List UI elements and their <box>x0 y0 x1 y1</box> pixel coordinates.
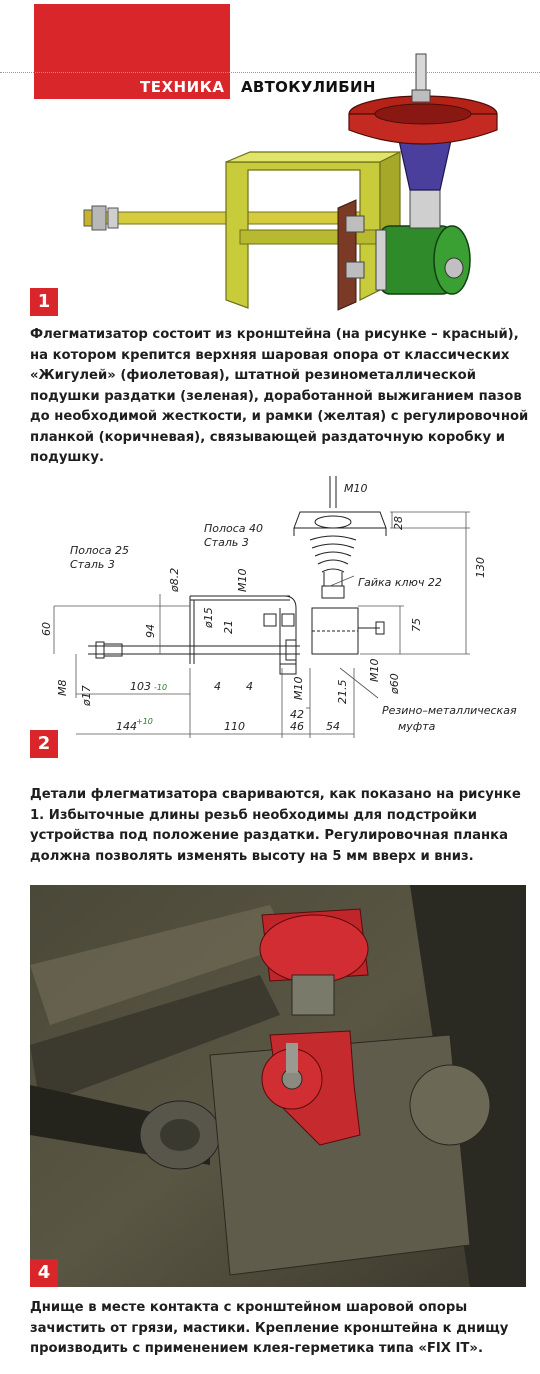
figure-4-photo <box>30 885 526 1287</box>
label-46: 46 <box>290 720 304 733</box>
label-m8: M8 <box>56 679 69 696</box>
figure-2-badge: 2 <box>30 730 58 758</box>
label-54: 54 <box>326 720 340 733</box>
label-4a: 4 <box>214 680 221 693</box>
label-polosa40: Полоса 40 <box>204 522 264 535</box>
section-label: ТЕХНИКА <box>140 78 225 96</box>
figure-1-caption: Флегматизатор состоит из кронштейна (на рисунке – красный), на котором крепится верхняя шаровая опора от классических «Жигулей» (фиолетовая), штатной резинометаллической подушки раздатки (зеленая), доработанной выжиганием пазов до необходимой жесткости, и рамки (желтая) с регулировочной планкой (коричневая), связывающей раздаточную коробку и подушку. <box>30 327 529 465</box>
label-gaika: Гайка ключ 22 <box>358 576 442 589</box>
label-21: 21 <box>222 620 235 634</box>
label-215: 21.5 <box>336 679 349 704</box>
label-stal3-a: Сталь 3 <box>204 536 249 549</box>
figure-2-caption: Детали флегматизатора свариваются, как показано на рисунке 1. Избыточные длины резьб необходимы для подстройки устройства под положение раздатки. Регулировочная планка должна позволять изменять высоту на 5 мм вверх и вниз. <box>30 787 521 864</box>
label-m10-mid: M10 <box>236 568 249 592</box>
label-m10-low: M10 <box>292 676 305 700</box>
label-tol-144: +10 <box>136 717 153 726</box>
label-rezino-1: Резино–металлическая <box>382 704 517 717</box>
label-103: 103 <box>130 680 151 693</box>
label-75: 75 <box>410 618 423 632</box>
label-110: 110 <box>224 720 245 733</box>
label-stal3-b: Сталь 3 <box>70 558 115 571</box>
figure-1-render <box>80 40 520 320</box>
label-94: 94 <box>144 624 157 638</box>
label-d17: ø17 <box>80 685 93 706</box>
label-4b: 4 <box>246 680 253 693</box>
figure-4-caption: Днище в месте контакта с кронштейном шаровой опоры зачистить от грязи, мастики. Крепление кронштейна к днищу производить с применением клея-герметика типа «FIX IT». <box>30 1300 509 1356</box>
label-28: 28 <box>392 516 405 530</box>
label-42: 42 <box>290 708 304 721</box>
label-d82: ø8.2 <box>168 567 181 592</box>
label-tol-103: -10 <box>154 683 168 692</box>
label-polosa25: Полоса 25 <box>70 544 130 557</box>
rubric-title: АВТОКУЛИБИН <box>241 78 376 96</box>
label-m10-right: M10 <box>368 658 381 682</box>
label-d60: ø60 <box>388 673 401 694</box>
figure-1-badge: 1 <box>30 288 58 316</box>
label-d15: ø15 <box>202 607 215 628</box>
label-rezino-2: муфта <box>398 720 436 733</box>
label-144: 144 <box>116 720 137 733</box>
figure-4-badge: 4 <box>30 1259 58 1287</box>
label-60: 60 <box>40 622 53 636</box>
label-130: 130 <box>474 557 487 578</box>
figure-2-drawing <box>0 468 540 758</box>
label-m10-top: M10 <box>344 482 368 495</box>
